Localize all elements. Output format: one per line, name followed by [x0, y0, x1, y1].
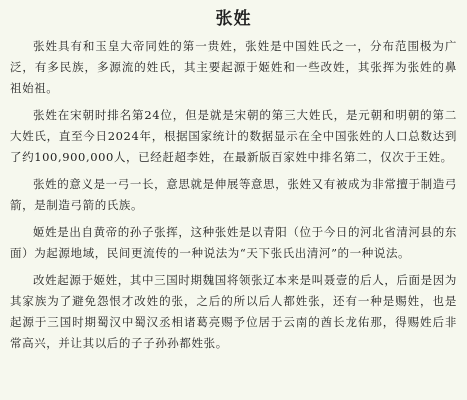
paragraph-changed-surname: 改姓起源于姬姓，其中三国时期魏国将领张辽本来是叫聂壹的后人，后面是因为其家族为了避免怨恨才改姓的张，之后的所以后人都姓张，还有一种是赐姓，也是起源于三国时期蜀汉中蜀汉丞相诸葛亮赐予位居于云南的酋长龙佑那，得赐姓后非常高兴，并让其以后的子子孙孙都姓张。: [10, 273, 457, 350]
paragraph-meaning: 张姓的意义是一弓一长，意思就是伸展等意思，张姓又有被成为非常擅于制造弓箭，是制造弓箭的氏族。: [10, 177, 457, 212]
paragraph-origin: 张姓具有和玉皇大帝同姓的第一贵姓，张姓是中国姓氏之一，分布范围极为广泛，有多民族，多源流的姓氏，其主要起源于姬姓和一些改姓，其张挥为张姓的鼻祖始祖。: [10, 39, 457, 95]
paragraph-ji-origin: 姬姓是出自黄帝的孙子张挥，这种张姓是以青阳（位于今日的河北省清河县的东面）为起源地域，民间更流传的一种说法为“天下张氏出清河”的一种说法。: [10, 225, 457, 260]
paragraph-ranking: 张姓在宋朝时排名第24位，但是就是宋朝的第三大姓氏，是元朝和明朝的第二大姓氏，直至今日2024年，根据国家统计的数据显示在全中国张姓的人口总数达到了约100,900,000人，已经赶超李姓，在最新版百家姓中排名第二，仅次于王姓。: [10, 108, 457, 164]
page-title: 张姓: [215, 9, 252, 29]
